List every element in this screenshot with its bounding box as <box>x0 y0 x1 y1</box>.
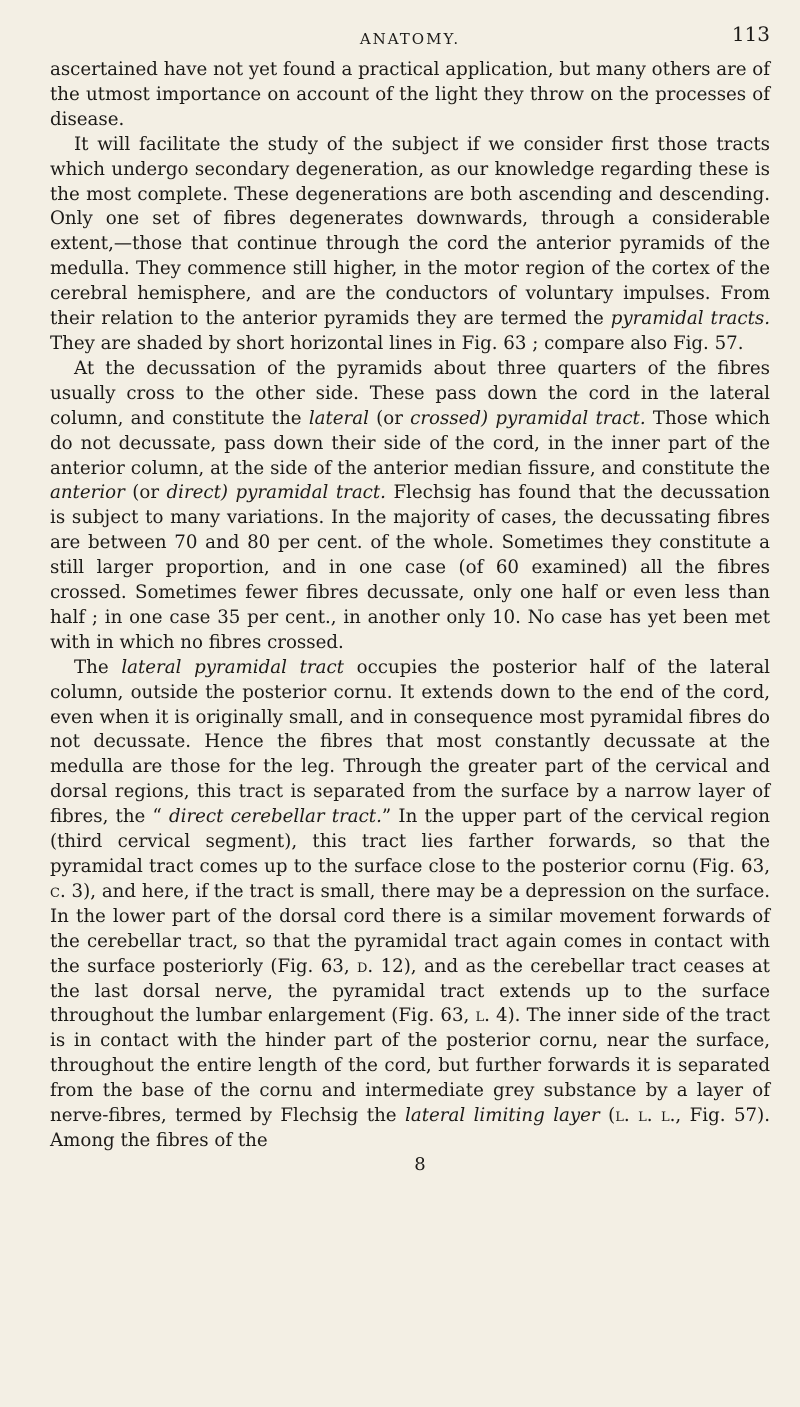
text-run: . 3), and here, if the tract is small, there may be a depression on the surface. In the lower part of the dorsal cord there is a similar movement forwards of the cerebellar tract, so that the pyramidal tract again comes in contact with the surface posteriorly (Fig. 63, <box>50 880 770 977</box>
italic-term: lateral pyramidal tract <box>121 656 344 678</box>
paragraph-lateral-pyramidal-tract <box>50 656 770 1154</box>
small-caps-label: l <box>475 1005 485 1027</box>
italic-term: direct) pyramidal tract. <box>166 482 386 504</box>
text-run: At the decussation of the pyramids about three quarters of the fibres usually cross to the other side. These pass down the cord in the lateral column, and constitute the <box>50 357 770 429</box>
text-run: (or <box>368 407 411 429</box>
paragraph-secondary-degeneration <box>50 133 770 357</box>
italic-term: pyramidal tracts. <box>610 308 770 330</box>
running-header <box>50 20 770 50</box>
small-caps-label: c <box>50 880 60 902</box>
italic-term: lateral limiting layer <box>405 1105 600 1127</box>
signature-number: 8 <box>414 1153 426 1175</box>
text-run: It will facilitate the study of the subject if we consider first those tracts which undergo secondary degeneration, as our knowledge regarding these is the most complete. These degenerations are both ascending and descending. Only one set of fibres degenerates downwards, through a considerable extent,—those that continue through the cord the anterior pyramids of the medulla. They commence still higher, in the motor region of the cortex of the cerebral hemisphere, and are the conductors of voluntary impulses. From their relation to the anterior pyramids they are termed the <box>50 133 770 330</box>
text-run: ( <box>599 1105 616 1127</box>
text-run: (or <box>124 482 167 504</box>
italic-term: direct cerebellar tract. <box>169 806 382 828</box>
page-number: 113 <box>731 22 770 46</box>
text-run: The <box>74 656 122 678</box>
small-caps-label: d <box>356 955 368 977</box>
italic-term: anterior <box>50 482 125 504</box>
text-run: , Fig. 57). Among the fibres of the <box>50 1105 770 1151</box>
italic-term: lateral <box>308 407 369 429</box>
paragraph-text: ascertained have not yet found a practical application, but many others are of the utmost importance on account of the light they throw on the processes of disease. <box>50 59 770 130</box>
italic-term: crossed) pyramidal tract. <box>410 407 646 429</box>
text-run: They are shaded by short horizontal lines in Fig. 63 ; compare also Fig. 57. <box>50 332 744 354</box>
text-run: . 12), and as the cerebellar tract ceases at the last dorsal nerve, the pyramidal tract extends up to the surface throughout the lumbar enlargement (Fig. 63, <box>50 955 770 1027</box>
text-run: Flechsig has found that the decussation is subject to many variations. In the majority of cases, the decussating fibres are between 70 and 80 per cent. of the whole. Sometimes they constitute a still larger proportion, and in one case (of 60 examined) all the fibres crossed. Sometimes fewer fibres decussate, only one half or even less than half ; in one case 35 per cent., in another only 10. No case has yet been met with in which no fibres crossed. <box>50 482 770 653</box>
text-run: ” In the upper part of the cervical region (third cervical segment), this tract lies farther forwards, so that the pyramidal tract comes up to the surface close to the posterior cornu (Fig. 63, <box>50 806 770 877</box>
paragraph-decussation <box>50 357 770 656</box>
text-run: occupies the posterior half of the lateral column, outside the posterior cornu. It extends down to the end of the cord, even when it is originally small, and in consequence most pyramidal fibres do not decussate. Hence the fibres that most constantly decussate at the medulla are those for the leg. Through the greater part of the cervical and dorsal regions, this tract is separated from the surface by a narrow layer of fibres, the “ <box>50 656 770 828</box>
paragraph-continued <box>50 58 770 133</box>
running-title: ANATOMY. <box>359 30 461 48</box>
signature-mark <box>50 1154 770 1175</box>
small-caps-label: l. l. l. <box>615 1105 676 1127</box>
text-run: . 4). The inner side of the tract is in contact with the hinder part of the posterior cornu, near the surface, throughout the entire length of the cord, but further forwards it is separated from the base of the cornu and intermediate grey substance by a layer of nerve-fibres, termed by Flechsig the <box>50 1005 770 1127</box>
text-run: Those which do not decussate, pass down their side of the cord, in the inner part of the anterior column, at the side of the anterior median fissure, and constitute the <box>50 407 771 479</box>
body-text <box>50 58 770 1154</box>
